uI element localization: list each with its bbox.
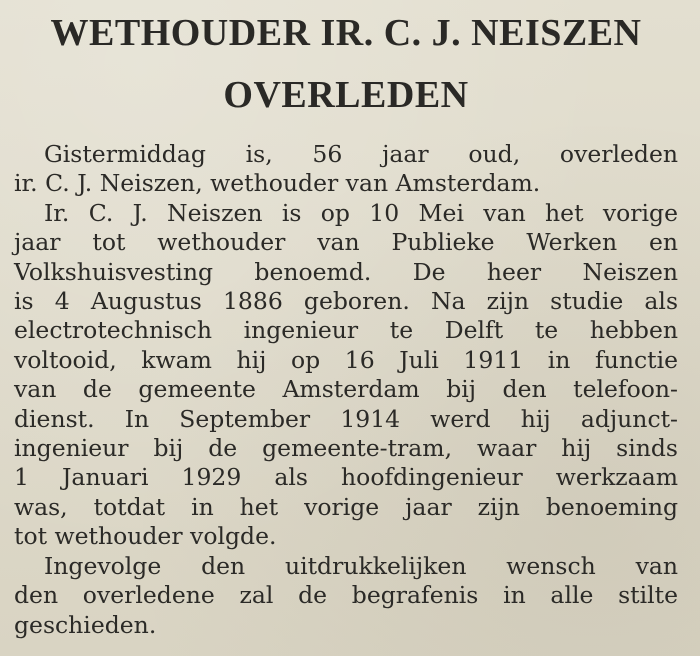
paragraph-3 <box>14 552 678 640</box>
text-line: is 4 Augustus 1886 geboren. Na zijn studie als <box>14 287 678 316</box>
headline <box>14 8 678 118</box>
paragraph-1 <box>14 140 678 199</box>
text-line: dienst. In September 1914 werd hij adjunct- <box>14 404 678 433</box>
text-line: ingenieur bij de gemeente-tram, waar hij sinds <box>14 434 678 463</box>
text-line: geschieden. <box>14 610 157 639</box>
text-line: den overledene zal de begrafenis in alle stilte <box>14 581 678 610</box>
headline-line-1: WETHOUDER IR. C. J. NEISZEN <box>50 12 642 54</box>
paragraph-2 <box>14 199 678 552</box>
text-line: Ir. C. J. Neiszen is op 10 Mei van het vorige <box>44 198 678 227</box>
text-line: Volkshuisvesting benoemd. De heer Neiszen <box>14 257 678 286</box>
text-line: jaar tot wethouder van Publieke Werken en <box>14 228 678 257</box>
article-body <box>14 140 678 640</box>
text-line: Gistermiddag is, 56 jaar oud, overleden <box>44 140 678 168</box>
text-line: van de gemeente Amsterdam bij den telefoon- <box>14 375 678 404</box>
text-line: voltooid, kwam hij op 16 Juli 1911 in functie <box>14 345 678 374</box>
text-line: 1 Januari 1929 als hoofdingenieur werkzaam <box>14 463 678 492</box>
text-line: Ingevolge den uitdrukkelijken wensch van <box>44 551 678 580</box>
headline-line-2: OVERLEDEN <box>223 74 469 116</box>
text-line: electrotechnisch ingenieur te Delft te hebben <box>14 316 678 345</box>
text-line: ir. C. J. Neiszen, wethouder van Amsterdam. <box>14 169 541 198</box>
text-line: tot wethouder volgde. <box>14 522 277 551</box>
text-line: was, totdat in het vorige jaar zijn benoeming <box>14 492 678 521</box>
